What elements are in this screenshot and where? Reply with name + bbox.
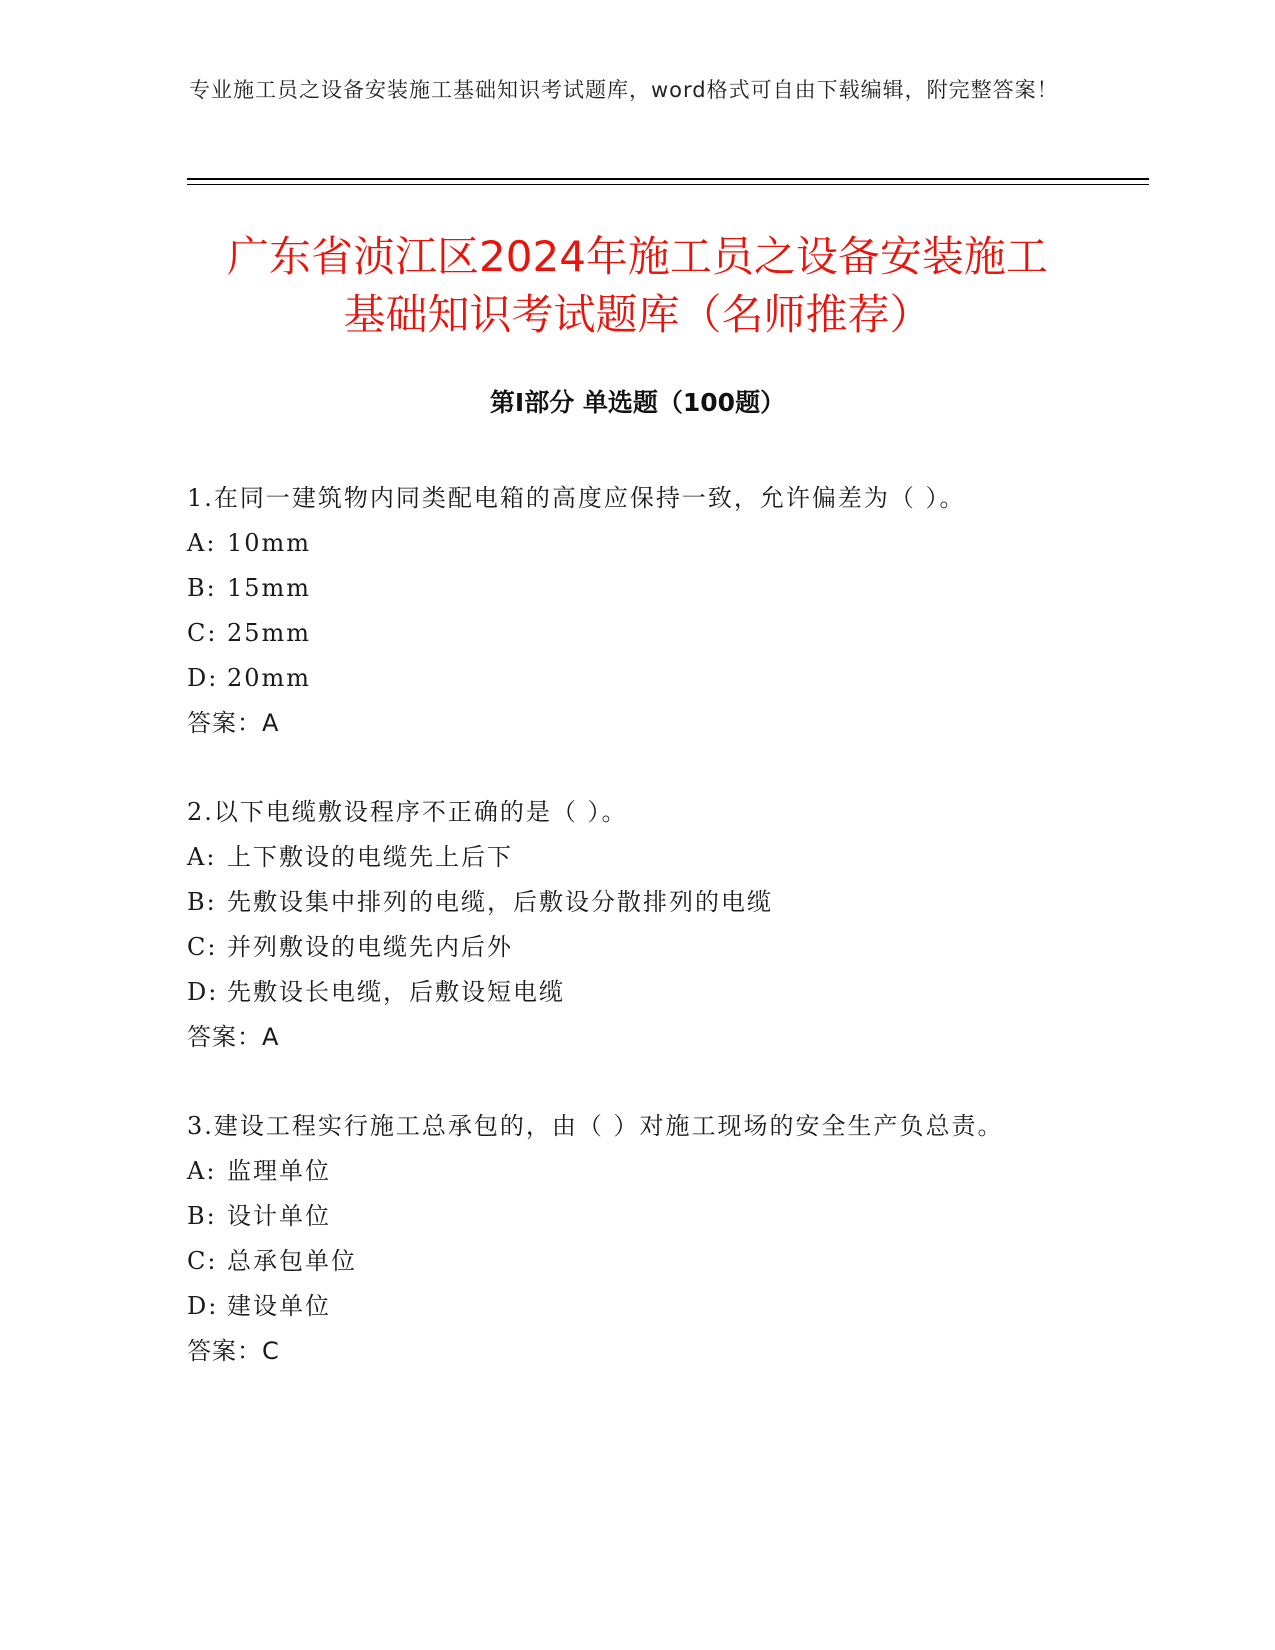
question-stem: 3.建设工程实行施工总承包的，由（ ）对施工现场的安全生产负总责。 (187, 1112, 1004, 1140)
option-letter: A: (187, 843, 217, 871)
option-a (187, 835, 1087, 880)
option-text: 上下敷设的电缆先上后下 (227, 843, 513, 871)
option-text: 10mm (227, 529, 312, 557)
option-text: 20mm (227, 664, 312, 692)
option-letter: D: (187, 664, 219, 692)
option-letter: A: (187, 1157, 217, 1185)
question-2 (187, 790, 1087, 1060)
document-title-line1: 广东省浈江区2024年施工员之设备安装施工 (227, 232, 1048, 281)
option-letter: B: (187, 1202, 217, 1230)
option-letter: C: (187, 933, 218, 961)
section-heading: 第Ⅰ部分 单选题（100题） (489, 388, 786, 417)
question-stem: 1.在同一建筑物内同类配电箱的高度应保持一致，允许偏差为（ ）。 (187, 484, 966, 512)
option-letter: B: (187, 888, 217, 916)
option-text: 先敷设长电缆，后敷设短电缆 (227, 978, 565, 1006)
option-text: 监理单位 (227, 1157, 331, 1185)
option-d (187, 1284, 1087, 1329)
document-title (150, 228, 1125, 344)
answer-line: 答案：A (187, 1023, 280, 1051)
answer-line: 答案：C (187, 1337, 280, 1365)
option-letter: D: (187, 1292, 219, 1320)
option-b (187, 566, 1087, 611)
option-d (187, 656, 1087, 701)
question-1 (187, 476, 1087, 746)
option-text: 并列敷设的电缆先内后外 (227, 933, 513, 961)
option-text: 设计单位 (227, 1202, 331, 1230)
header-divider-thick (187, 178, 1149, 180)
option-d (187, 970, 1087, 1015)
option-text: 15mm (227, 574, 312, 602)
option-text: 25mm (227, 619, 312, 647)
option-letter: C: (187, 619, 218, 647)
question-list (187, 476, 1087, 1418)
option-c (187, 611, 1087, 656)
option-letter: B: (187, 574, 217, 602)
header-divider-thin (187, 184, 1149, 185)
option-text: 总承包单位 (227, 1247, 357, 1275)
option-a (187, 1149, 1087, 1194)
option-a (187, 521, 1087, 566)
question-stem: 2.以下电缆敷设程序不正确的是（ ）。 (187, 798, 628, 826)
option-c (187, 1239, 1087, 1284)
document-title-line2: 基础知识考试题库（名师推荐） (343, 290, 932, 339)
answer-line: 答案：A (187, 709, 280, 737)
option-text: 建设单位 (227, 1292, 331, 1320)
option-letter: A: (187, 529, 217, 557)
option-letter: D: (187, 978, 219, 1006)
option-letter: C: (187, 1247, 218, 1275)
option-c (187, 925, 1087, 970)
option-text: 先敷设集中排列的电缆，后敷设分散排列的电缆 (227, 888, 773, 916)
question-3 (187, 1104, 1087, 1374)
option-b (187, 880, 1087, 925)
option-b (187, 1194, 1087, 1239)
header-note: 专业施工员之设备安装施工基础知识考试题库，word格式可自由下载编辑，附完整答案！ (189, 78, 1059, 102)
